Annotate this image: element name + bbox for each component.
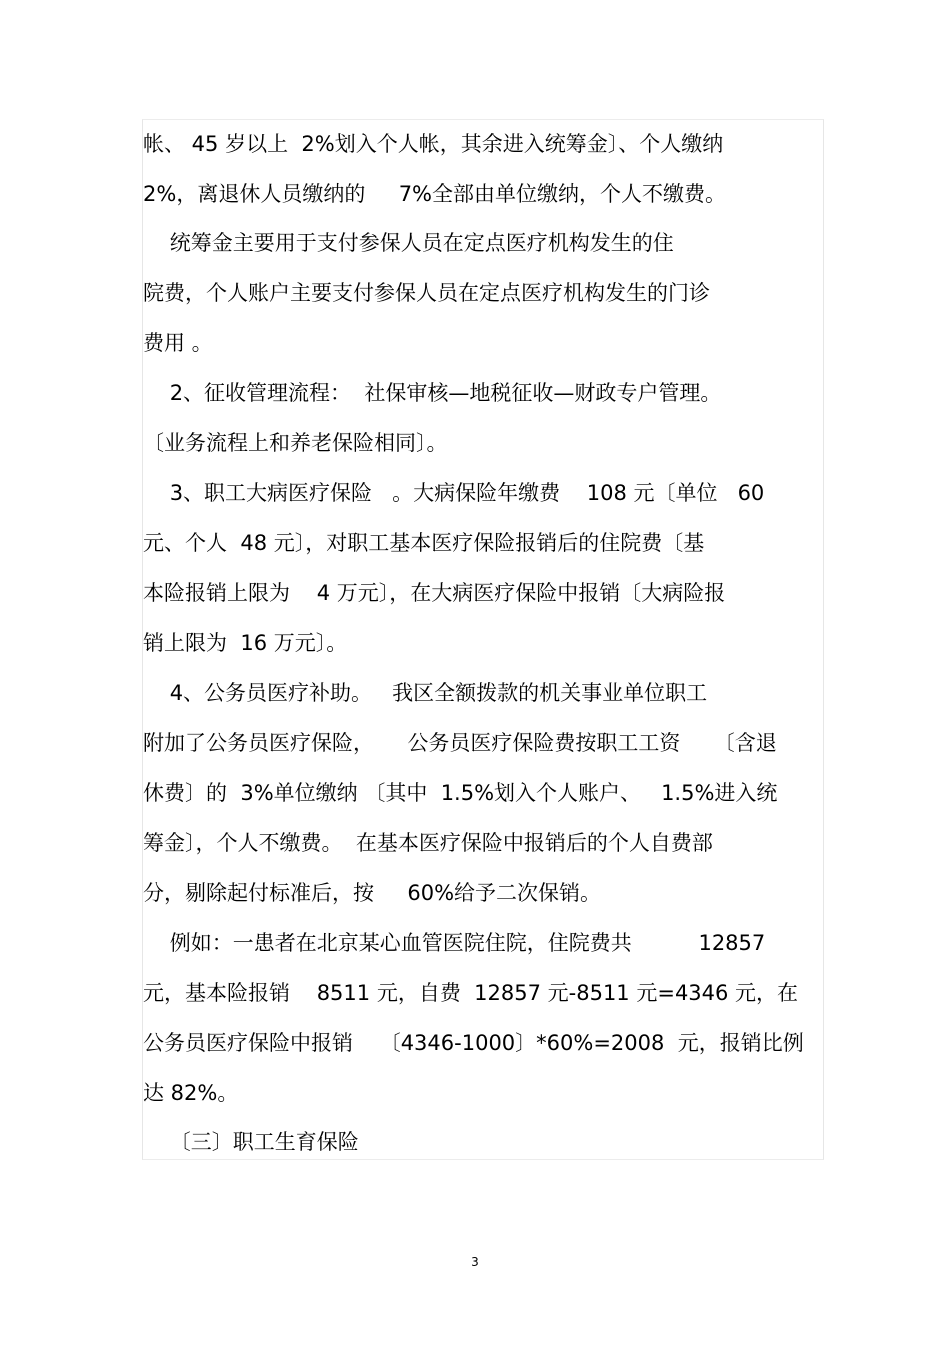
text-line: 例如：一患者在北京某心血管医院住院，住院费共 12857	[143, 931, 766, 955]
text-line: 销上限为 16 万元〕。	[143, 631, 348, 655]
text-line: 2、征收管理流程： 社保审核—地税征收—财政专户管理。	[143, 381, 722, 405]
text-line: 附加了公务员医疗保险， 公务员医疗保险费按职工工资 〔含退	[143, 731, 777, 755]
text-line: 院费，个人账户主要支付参保人员在定点医疗机构发生的门诊	[143, 281, 710, 305]
text-line: 2%，离退休人员缴纳的 7%全部由单位缴纳，个人不缴费。	[143, 182, 727, 206]
text-line: 3、职工大病医疗保险 。大病保险年缴费 108 元〔单位 60	[143, 481, 765, 505]
text-line: 分，剔除起付标准后，按 60%给予二次保销。	[143, 881, 602, 905]
page-number: 3	[471, 1255, 479, 1269]
text-line: 元，基本险报销 8511 元，自费 12857 元-8511 元=4346 元，在	[143, 981, 799, 1005]
text-line: 〔三〕职工生育保险	[143, 1130, 359, 1154]
text-line: 〔业务流程上和养老保险相同〕。	[143, 431, 448, 455]
text-line: 达 82%。	[143, 1081, 239, 1105]
text-line: 休费〕的 3%单位缴纳 〔其中 1.5%划入个人账户、 1.5%进入统	[143, 781, 778, 805]
text-line: 筹金〕，个人不缴费。 在基本医疗保险中报销后的个人自费部	[143, 831, 713, 855]
text-line: 统筹金主要用于支付参保人员在定点医疗机构发生的住	[143, 231, 674, 255]
text-line: 4、公务员医疗补助。 我区全额拨款的机关事业单位职工	[143, 681, 708, 705]
text-line: 本险报销上限为 4 万元〕，在大病医疗保险中报销〔大病险报	[143, 581, 726, 605]
text-line: 元、个人 48 元〕，对职工基本医疗保险报销后的住院费〔基	[143, 531, 705, 555]
text-line: 费用 。	[143, 331, 213, 355]
text-line: 帐、 45 岁以上 2%划入个人帐，其余进入统筹金〕、个人缴纳	[143, 132, 724, 156]
text-line: 公务员医疗保险中报销 〔4346-1000〕*60%=2008 元，报销比例	[143, 1031, 804, 1055]
